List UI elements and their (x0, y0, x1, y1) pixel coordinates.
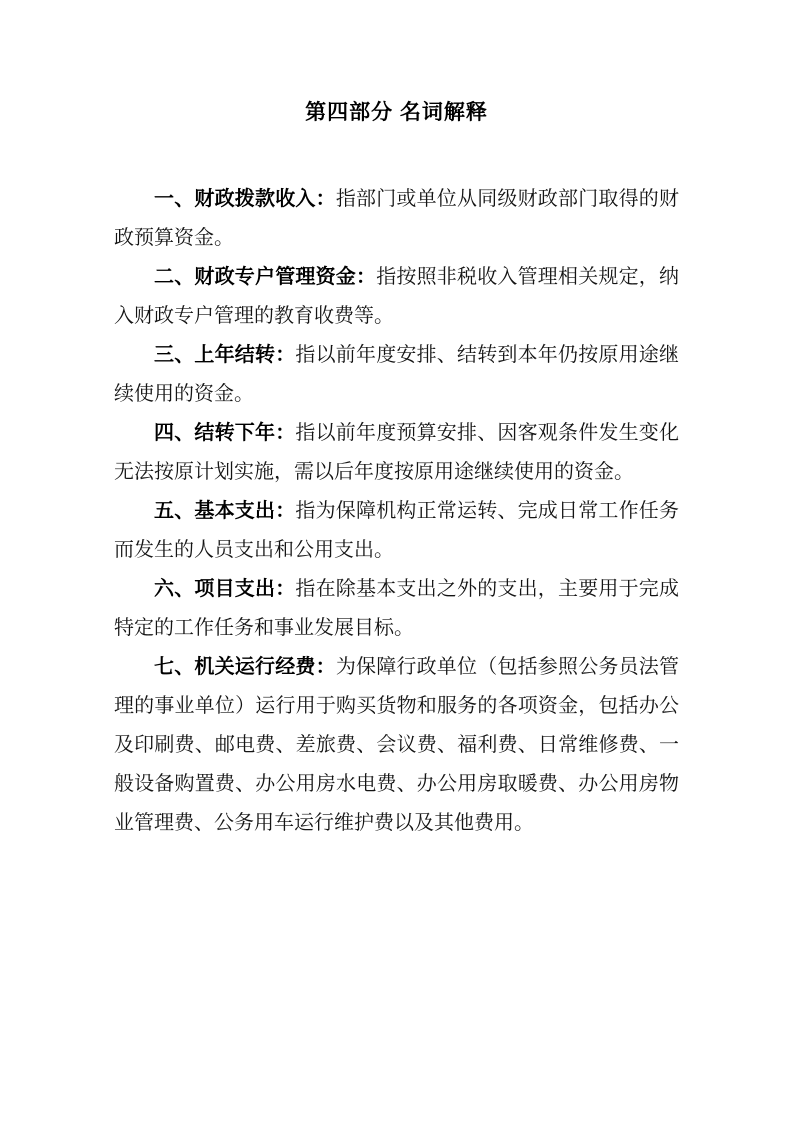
term-name: 五、基本支出： (154, 500, 296, 522)
term-definition: 指部门或单位从同级财政部门取得的财政预算资金。 (114, 188, 680, 249)
term-definition-paragraph (114, 180, 679, 258)
term-definition-paragraph (114, 570, 679, 648)
term-definition-paragraph (114, 492, 679, 570)
term-name: 七、机关运行经费： (154, 656, 336, 678)
term-definition-paragraph (114, 336, 679, 414)
term-name: 二、财政专户管理资金： (154, 266, 377, 288)
term-definition-paragraph (114, 414, 679, 492)
term-name: 四、结转下年： (154, 422, 296, 444)
term-definition: 指在除基本支出之外的支出，主要用于完成特定的工作任务和事业发展目标。 (114, 578, 680, 639)
term-definition-paragraph (114, 648, 679, 843)
term-name: 一、财政拨款收入： (154, 188, 336, 210)
term-definition: 为保障行政单位（包括参照公务员法管理的事业单位）运行用于购买货物和服务的各项资金，包括办公及印刷费、邮电费、差旅费、会议费、福利费、日常维修费、一般设备购置费、办公用房水电费、办公用房取暖费、办公用房物业管理费、公务用车运行维护费以及其他费用。 (114, 656, 680, 834)
term-definition: 指为保障机构正常运转、完成日常工作任务而发生的人员支出和公用支出。 (114, 500, 680, 561)
term-name: 三、上年结转： (154, 344, 296, 366)
term-name: 六、项目支出： (154, 578, 296, 600)
term-definition: 指以前年度预算安排、因客观条件发生变化无法按原计划实施，需以后年度按原用途继续使用的资金。 (114, 422, 680, 483)
term-definition: 指按照非税收入管理相关规定，纳入财政专户管理的教育收费等。 (114, 266, 680, 327)
section-title: 第四部分 名词解释 (305, 101, 488, 124)
term-definition: 指以前年度安排、结转到本年仍按原用途继续使用的资金。 (114, 344, 680, 405)
term-definition-paragraph (114, 258, 679, 336)
